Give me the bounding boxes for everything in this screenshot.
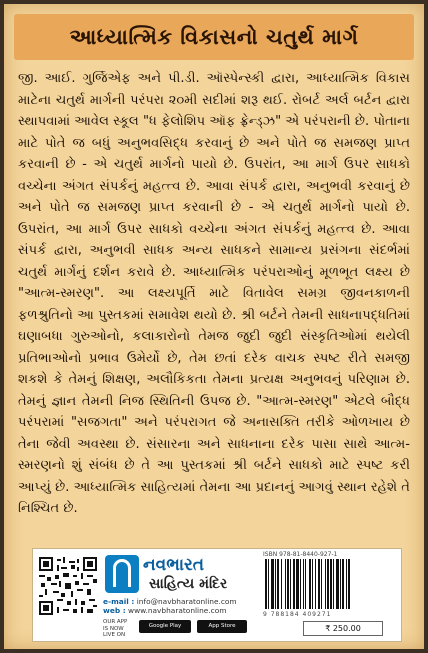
isbn-digits: 9 788184 409271 bbox=[263, 611, 332, 618]
publisher-panel bbox=[32, 548, 402, 642]
google-play-badge[interactable]: Google Play bbox=[139, 620, 191, 633]
barcode bbox=[263, 559, 391, 609]
app-store-badge[interactable]: App Store bbox=[197, 620, 247, 633]
publisher-name: નવભારત bbox=[143, 555, 205, 575]
publisher-subtitle: સાહિત્ય મંદિર bbox=[149, 576, 228, 592]
back-cover bbox=[4, 4, 424, 649]
web-link[interactable]: www.navbharatonline.com bbox=[128, 606, 227, 615]
title-bar bbox=[14, 14, 414, 60]
blurb-text bbox=[18, 68, 410, 542]
app-stores bbox=[103, 619, 253, 638]
publisher-logo bbox=[105, 555, 245, 595]
web-label: web : bbox=[103, 606, 126, 615]
publisher-contact bbox=[103, 597, 237, 615]
email-label: e-mail : bbox=[103, 597, 135, 606]
app-label: OUR APP IS NOW LIVE ON bbox=[103, 619, 128, 638]
qr-code bbox=[39, 557, 97, 615]
email-link[interactable]: info@navbharatonline.com bbox=[136, 597, 237, 606]
publisher-logo-icon bbox=[105, 555, 139, 593]
price-label: ₹ 250.00 bbox=[303, 621, 383, 636]
isbn-text: ISBN 978-81-8440-927-1 bbox=[263, 551, 338, 558]
blurb-paragraph: જી. આઈ. ગુર્જિએફ અને પી.ડી. ઑસ્પેન્સ્કી દ્વારા, આધ્યાત્મિક વિકાસ માટેના ચતુર્થ માર્ગની પરંપરા ૨૦મી સદીમાં શરૂ થઈ. રોબર્ટ અર્લ બર્ટન દ્વારા સ્થાપવામાં આવેલ સ્કૂલ "ધ ફેલોશિપ ઑફ ફ્રેન્ડ્ઝ" એ પરંપરાની છે. પોતાના માટે પોતે જ બધું અનુભવસિદ્ધ કરવાનું છે અને પોતે જ સમજણ પ્રાપ્ત કરવાની છે - એ ચતુર્થ માર્ગનો પાયો છે. ઉપરાંત, આ માર્ગ ઉપર સાધકો વચ્ચેના અંગત સંપર્કનું મહત્ત્વ છે. આવા સંપર્ક દ્વારા, અનુભવી કરવાનું છે અને પોતે જ સમજણ પ્રાપ્ત કરવાની છે - એ ચતુર્થ માર્ગનો પાયો છે. ઉપરાંત, આ માર્ગ ઉપર સાધકો વચ્ચેના અંગત સંપર્કનું મહત્ત્વ છે. આવા સંપર્ક દ્વારા, અનુભવી સાધક અન્ય સાધકને સામાન્ય પ્રસંગના સંદર્ભમાં ચતુર્થ માર્ગનું દર્શન કરાવે છે. આધ્યાત્મિક પરંપરાઓનું મૂળભૂત લક્ષ્ય છે "આત્મ-સ્મરણ". આ લક્ષ્યપૂર્તિ માટે વિતાવેલ સમગ્ર જીવનકાળની ફળશ્રુતિનો આ પુસ્તકમાં સમાવેશ થયો છે. શ્રી બર્ટને તેમની સાધનાપદ્ધતિમાં ઘણાબધા ગુરુઓનો, કલાકારોનો તેમજ જુદી જુદી સંસ્કૃતિઓમાં થયેલી પ્રતિભાઓનો પ્રભાવ ઉમેર્યો છે, તેમ છતાં દરેક વાચક સ્પષ્ટ રીતે સમજી શકશે કે તેમનું શિક્ષણ, અલૌકિકતા તેમના પ્રત્યક્ષ અનુભવનું પરિણામ છે. તેમનું જ્ઞાન તેમની નિજ સ્થિતિની ઉપજ છે. "આત્મ-સ્મરણ" એટલે બૌદ્ધ પરંપરામાં "સજગતા" અને પરંપરાગત જે અનાસક્તિ તરીકે ઓળખાય છે તેના જેવી અવસ્થા છે. સંસારના અને સાધનાના દરેક પાસા સાથે આત્મ-સ્મરણનો શું સંબંધ છે તે આ પુસ્તકમાં શ્રી બર્ટને સાધકો માટે સ્પષ્ટ કરી આપ્યું છે. આધ્યાત્મિક સાહિત્યમાં તેમના આ પ્રદાનનું આગવું સ્થાન રહેશે તે નિશ્ચિત છે. bbox=[18, 71, 410, 516]
book-title: આધ્યાત્મિક વિકાસનો ચતુર્થ માર્ગ bbox=[69, 24, 359, 49]
